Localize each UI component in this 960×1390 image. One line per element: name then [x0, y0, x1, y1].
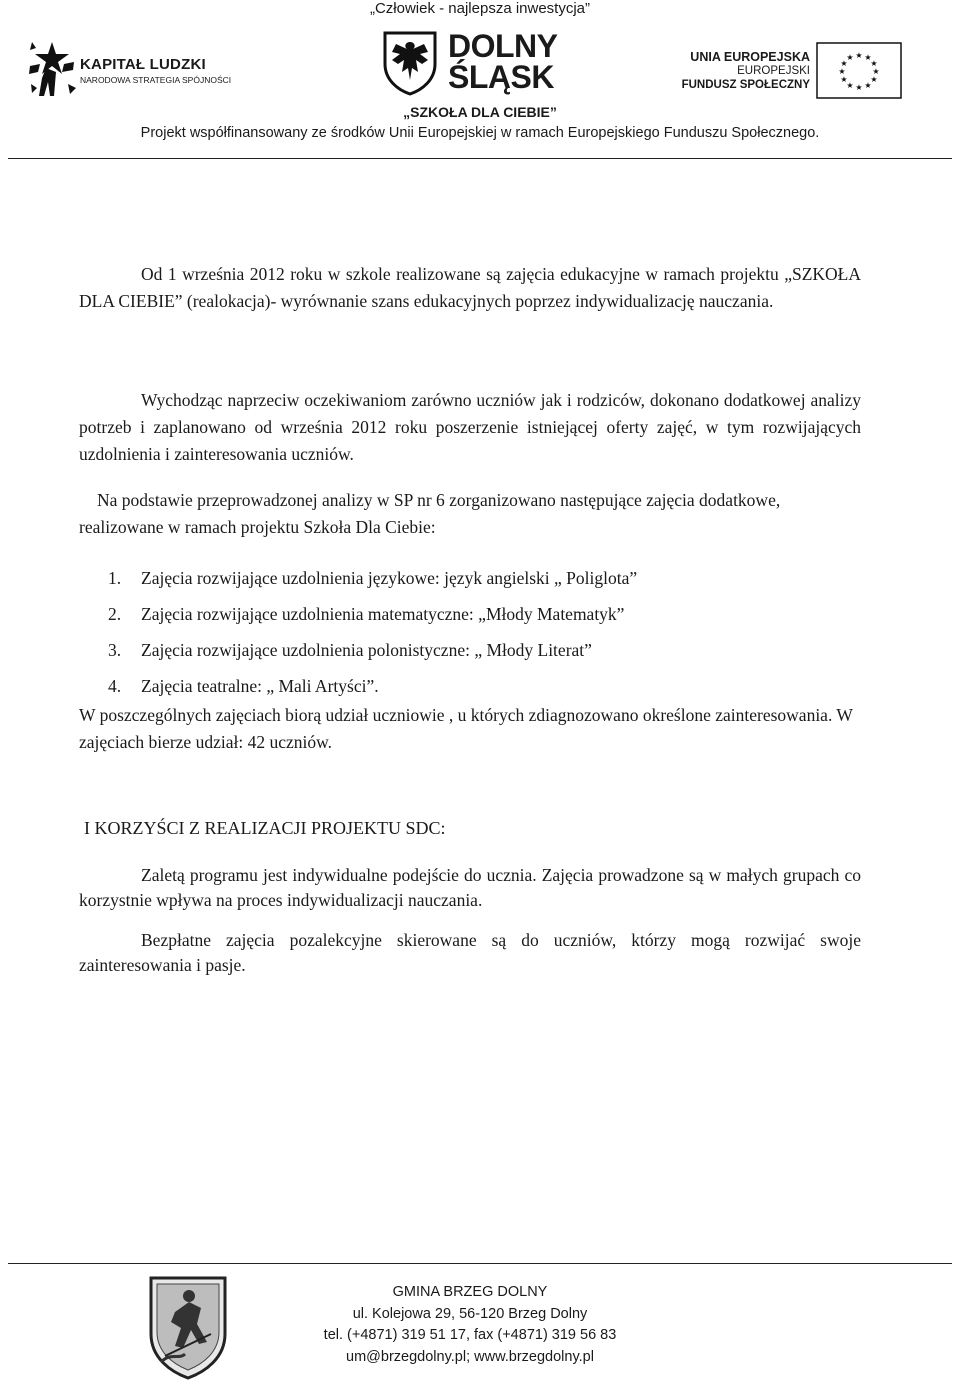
kapital-ludzki-subtitle: NARODOWA STRATEGIA SPÓJNOŚCI [80, 75, 232, 85]
list-item [79, 560, 839, 596]
benefits-paragraph-1: Zaletą programu jest indywidualne podejście do ucznia. Zajęcia prowadzone są w małych grupach co korzystnie wpływa na proces indywidualizacji nauczania. [79, 865, 861, 910]
svg-text:★: ★ [870, 75, 878, 84]
benefits-paragraph-2: Bezpłatne zajęcia pozalekcyjne skierowane są do uczniów, którzy mogą rozwijać swoje zainteresowania i pasje. [79, 930, 861, 975]
eu-line1: UNIA EUROPEJSKA [690, 50, 810, 64]
svg-text:★: ★ [870, 59, 878, 68]
eu-flag-icon [816, 42, 902, 99]
list-item-text: Zajęcia rozwijające uzdolnienia matematyczne: „Młody Matematyk” [141, 604, 625, 624]
eu-logo [681, 42, 904, 102]
kapital-ludzki-logo [26, 38, 232, 102]
list-item [79, 668, 839, 704]
dolny-slask-line1: DOLNY [448, 28, 558, 64]
footer-divider [8, 1263, 952, 1264]
footer-contact [290, 1282, 650, 1368]
eu-line2: EUROPEJSKI [737, 65, 810, 77]
dolny-slask-line2: ŚLĄSK [448, 59, 554, 95]
list-item-number: 1. [108, 568, 122, 588]
footer-address: ul. Kolejowa 29, 56-120 Brzeg Dolny [352, 1305, 588, 1322]
footer-org-name: GMINA BRZEG DOLNY [392, 1284, 548, 1300]
eu-line3: FUNDUSZ SPOŁECZNY [681, 79, 810, 91]
svg-text:★: ★ [855, 83, 863, 92]
list-item-text: Zajęcia teatralne: „ Mali Artyści”. [141, 676, 379, 696]
list-item [79, 596, 839, 632]
svg-text:★: ★ [838, 67, 846, 76]
svg-text:★: ★ [840, 59, 848, 68]
silesian-eagle-shield-icon [382, 30, 438, 96]
list-item-text: Zajęcia rozwijające uzdolnienia językowe: język angielski „ Poliglota” [141, 568, 638, 588]
intro-paragraph: Od 1 września 2012 roku w szkole realizowane są zajęcia edukacyjne w ramach projektu „SZKOŁA DLA CIEBIE” (realokacja)- wyrównanie szans edukacyjnych poprzez indywidualizację nauczania. [79, 264, 861, 311]
activities-list [79, 560, 839, 704]
svg-text:★: ★ [872, 67, 880, 76]
project-cofinancing-line: Projekt współfinansowany ze środków Unii Europejskiej w ramach Europejskiego Funduszu Społecznego. [140, 125, 820, 141]
footer-email-website: um@brzegdolny.pl; www.brzegdolny.pl [346, 1348, 594, 1365]
benefits-heading: I KORZYŚCI Z REALIZACJI PROJEKTU SDC: [84, 818, 446, 838]
participants-paragraph: W poszczególnych zajęciach biorą udział uczniowie , u których zdiagnozowano określone zainteresowania. W zajęciach bierze udział: 42 uczniów. [79, 705, 853, 752]
svg-text:★: ★ [855, 51, 863, 60]
list-item [79, 632, 839, 668]
activities-intro-paragraph: Na podstawie przeprowadzonej analizy w SP nr 6 zorganizowano następujące zajęcia dodatkowe, realizowane w ramach projektu Szkoła Dla Ciebie: [79, 490, 781, 537]
list-item-number: 2. [108, 604, 122, 624]
kapital-ludzki-emblem-icon [26, 38, 78, 100]
svg-text:★: ★ [846, 81, 854, 90]
footer-phone: tel. (+4871) 319 51 17, fax (+4871) 319 56 83 [323, 1327, 617, 1343]
list-item-number: 4. [108, 676, 122, 696]
kapital-ludzki-title: KAPITAŁ LUDZKI [80, 56, 206, 73]
list-item-text: Zajęcia rozwijające uzdolnienia polonistyczne: „ Młody Literat” [141, 640, 592, 660]
list-item-number: 3. [108, 640, 122, 660]
svg-text:★: ★ [864, 81, 872, 90]
svg-text:★: ★ [840, 75, 848, 84]
analysis-paragraph: Wychodząc naprzeciw oczekiwaniom zarówno uczniów jak i rodziców, dokonano dodatkowej analizy potrzeb i zaplanowano od września 2012 roku poszerzenie istniejącej oferty zajęć, w tym rozwijających uzdolnienia i zainteresowania uczniów. [79, 390, 861, 464]
svg-text:★: ★ [846, 53, 854, 62]
coat-of-arms-icon [145, 1272, 231, 1380]
header-motto: „Człowiek - najlepsza inwestycja” [369, 0, 591, 17]
header-divider [8, 158, 952, 159]
dolny-slask-logo [382, 30, 577, 96]
school-program-title: „SZKOŁA DLA CIEBIE” [403, 104, 557, 120]
svg-text:★: ★ [864, 53, 872, 62]
